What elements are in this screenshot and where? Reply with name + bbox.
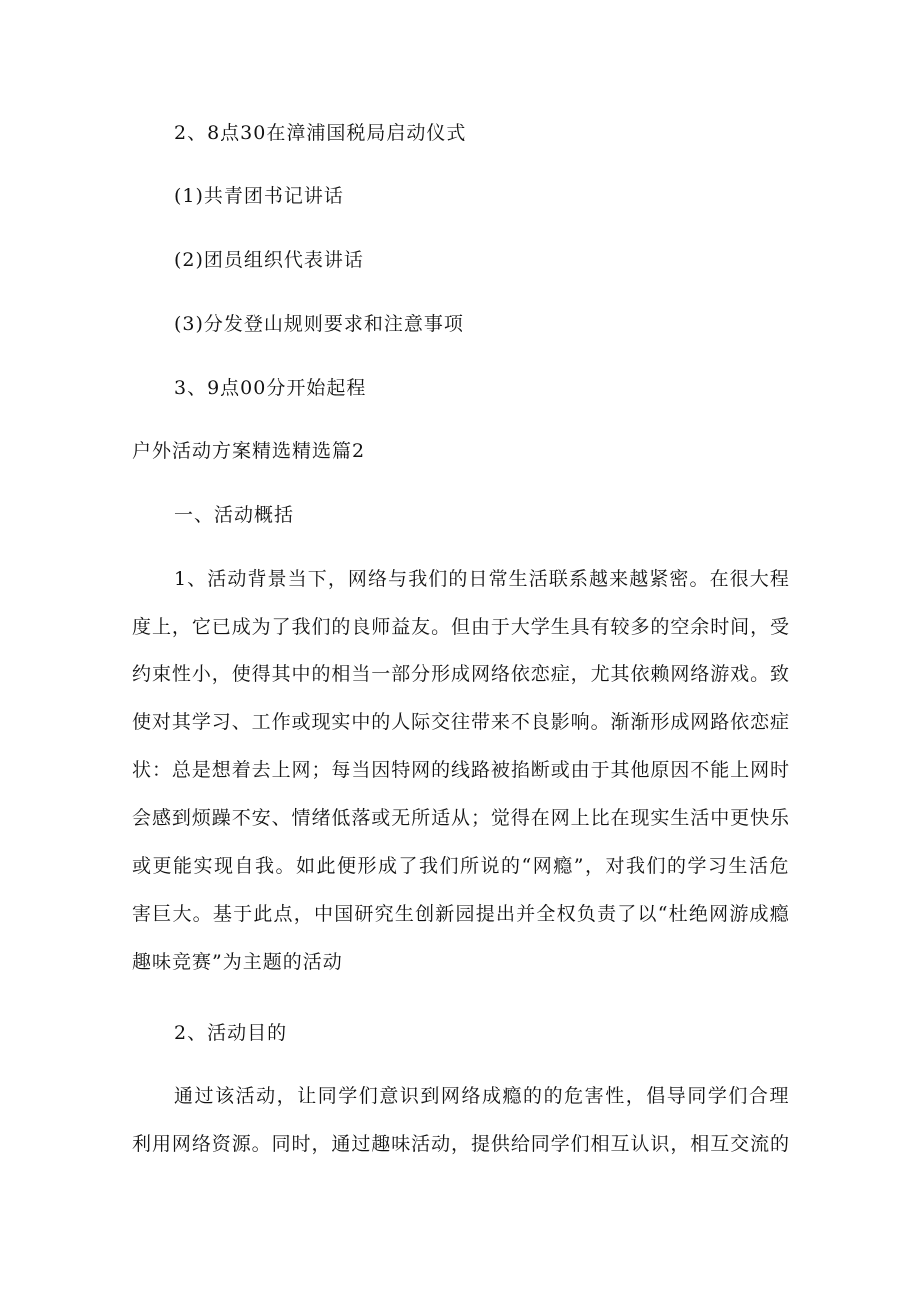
list-item: (1)共青团书记讲话 [174, 185, 344, 207]
paragraph-line: 状：总是想着去上网；每当因特网的线路被掐断或由于其他原因不能上网时 [132, 759, 790, 781]
paragraph-line: 害巨大。基于此点，中国研究生创新园提出并全权负责了以“杜绝网游成瘾 [132, 903, 790, 925]
paragraph-line: 趣味竞赛”为主题的活动 [132, 951, 343, 973]
list-item: (2)团员组织代表讲话 [174, 249, 364, 271]
paragraph-line: 或更能实现自我。如此便形成了我们所说的“网瘾”，对我们的学习生活危 [132, 855, 790, 877]
paragraph-line: 通过该活动，让同学们意识到网络成瘾的的危害性，倡导同学们合理 [174, 1085, 790, 1107]
paragraph-line: 使对其学习、工作或现实中的人际交往带来不良影响。渐渐形成网路依恋症 [132, 711, 790, 733]
heading-purpose: 2、活动目的 [174, 1022, 288, 1044]
list-item: (3)分发登山规则要求和注意事项 [174, 313, 464, 335]
paragraph-line: 利用网络资源。同时，通过趣味活动，提供给同学们相互认识，相互交流的 [132, 1133, 790, 1155]
paragraph-line: 度上，它已成为了我们的良师益友。但由于大学生具有较多的空余时间，受 [132, 616, 790, 638]
heading-overview: 一、活动概括 [174, 504, 295, 526]
list-item: 2、8点30在漳浦国税局启动仪式 [174, 122, 467, 144]
paragraph-line: 会感到烦躁不安、情绪低落或无所适从；觉得在网上比在现实生活中更快乐 [132, 807, 790, 829]
paragraph-line: 1、活动背景当下，网络与我们的日常生活联系越来越紧密。在很大程 [174, 568, 790, 590]
section-title: 户外活动方案精选精选篇2 [132, 440, 366, 462]
list-item: 3、9点00分开始起程 [174, 377, 367, 399]
paragraph-line: 约束性小，使得其中的相当一部分形成网络依恋症，尤其依赖网络游戏。致 [132, 663, 790, 685]
